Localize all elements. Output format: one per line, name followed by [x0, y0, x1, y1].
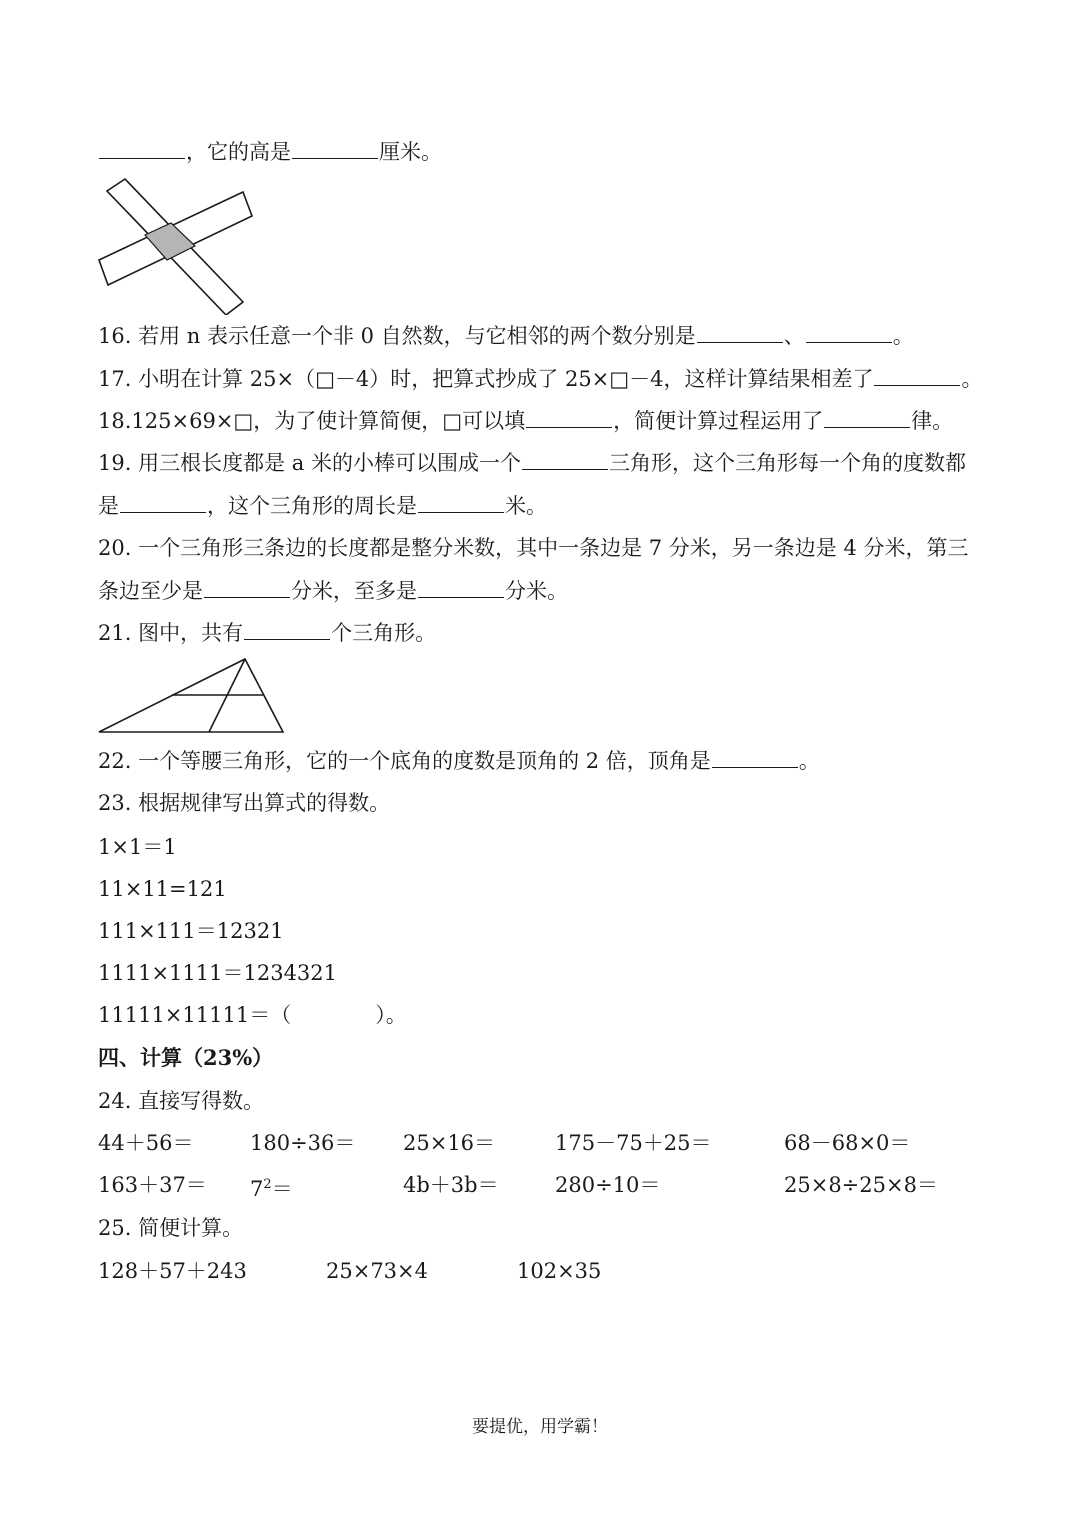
pattern-line: 1111×1111＝1234321: [98, 961, 338, 985]
pattern-line: 111×111＝12321: [98, 919, 284, 943]
calc-item: 280÷10＝: [555, 1173, 661, 1197]
question-23: 23. 根据规律写出算式的得数。: [98, 791, 391, 815]
answer-blank[interactable]: [418, 577, 504, 598]
question-19: 19. 用三根长度都是 a 米的小棒可以围成一个 三角形，这个三角形每一个角的度数都: [98, 451, 966, 475]
triangle-figure: [95, 655, 290, 737]
calc-item: 180÷36＝: [250, 1131, 356, 1155]
answer-blank[interactable]: [806, 322, 892, 343]
answer-blank[interactable]: [522, 449, 608, 470]
answer-blank[interactable]: [244, 619, 330, 640]
question-22: 22. 一个等腰三角形，它的一个底角的度数是顶角的 2 倍，顶角是 。: [98, 749, 820, 773]
question-19-line2: 是 ，这个三角形的周长是 米。: [98, 494, 547, 518]
question-16: 16. 若用 n 表示任意一个非 0 自然数，与它相邻的两个数分别是 、 。: [98, 324, 914, 348]
calc-item: 25×8÷25×8＝: [784, 1173, 938, 1197]
calc-item: 25×16＝: [403, 1131, 496, 1155]
answer-blank[interactable]: [697, 322, 783, 343]
pattern-answer-line[interactable]: 11111×11111＝（ ）。: [98, 1003, 407, 1027]
calc-item-power: $7^2=$: [250, 1177, 293, 1201]
question-18: 18.125×69×□，为了使计算简便，□可以填 ，简便计算过程运用了 律。: [98, 409, 954, 433]
calc-item: 163＋37＝: [98, 1173, 207, 1197]
question-24: 24. 直接写得数。: [98, 1089, 265, 1113]
question-20-line2: 条边至少是 分米，至多是 分米。: [98, 579, 568, 603]
simplify-item: 25×73×4: [326, 1259, 428, 1283]
answer-blank[interactable]: [418, 492, 504, 513]
answer-blank[interactable]: [824, 407, 910, 428]
simplify-item: 102×35: [517, 1259, 602, 1283]
answer-blank[interactable]: [120, 492, 206, 513]
answer-blank[interactable]: [526, 407, 612, 428]
pattern-line: 11×11=121: [98, 877, 227, 901]
question-20: 20. 一个三角形三条边的长度都是整分米数，其中一条边是 7 分米，另一条边是 4 分米，第三: [98, 536, 969, 560]
answer-blank[interactable]: [712, 747, 798, 768]
overlap-shaded-region: [145, 223, 195, 260]
question-21: 21. 图中，共有 个三角形。: [98, 621, 437, 645]
crossing-strips-figure: [95, 175, 265, 315]
simplify-item: 128＋57＋243: [98, 1259, 247, 1283]
q15-tail: ，它的高是 厘米。: [98, 137, 442, 167]
pattern-line: 1×1＝1: [98, 835, 177, 859]
question-17: 17. 小明在计算 25×（□－4）时，把算式抄成了 25×□－4，这样计算结果相差了 。: [98, 367, 983, 391]
calc-item: 44＋56＝: [98, 1131, 194, 1155]
section-title: 四、计算（23%）: [98, 1045, 274, 1070]
answer-blank[interactable]: [874, 365, 960, 386]
page-footer: 要提优，用学霸！: [472, 1417, 608, 1437]
answer-blank[interactable]: [204, 577, 290, 598]
calc-item: 175－75＋25＝: [555, 1131, 712, 1155]
calc-item: 4b＋3b＝: [403, 1173, 499, 1197]
answer-blank[interactable]: [99, 138, 185, 159]
calc-item: 68－68×0＝: [784, 1131, 911, 1155]
answer-blank[interactable]: [292, 138, 378, 159]
question-25: 25. 简便计算。: [98, 1216, 244, 1240]
